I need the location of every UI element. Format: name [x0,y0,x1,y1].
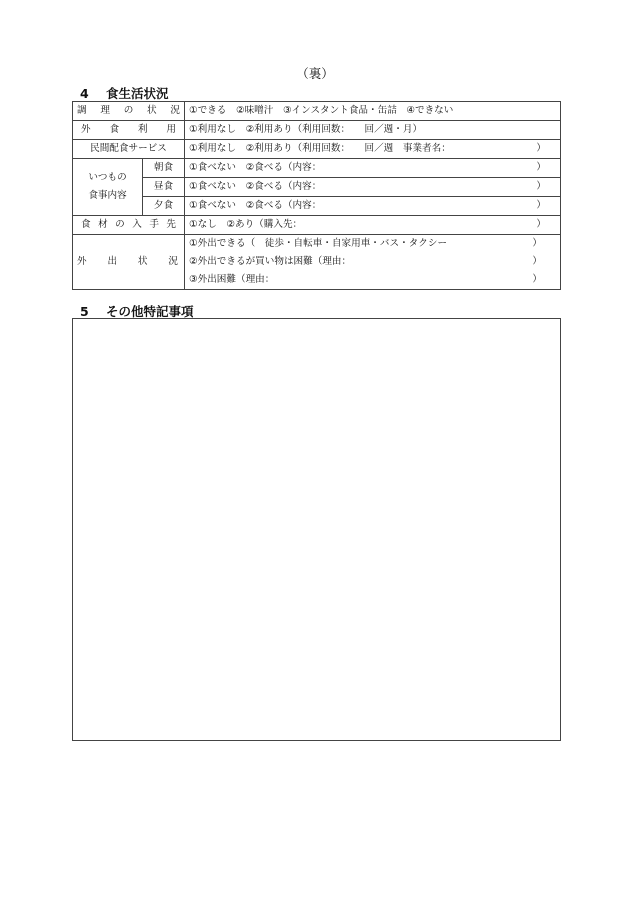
going-out-line3-close: ） [532,274,542,285]
table-row [73,216,561,235]
section-5-title: その他特記事項 [106,304,194,319]
section-5-number: 5 [80,304,89,319]
lunch-options[interactable] [185,178,561,197]
table-row [73,121,561,140]
going-out-line3-text: ③外出困難（理由： [189,274,275,285]
going-out-line1 [189,235,556,253]
going-out-line2 [189,253,556,271]
cooking-label: 調理の状況 [73,102,185,121]
going-out-line1-close: ） [532,238,542,249]
meal-service-label: 民間配食サービス [73,140,185,159]
ingredients-label: 食材の入手先 [73,216,185,235]
dinner-close-paren: ） [536,200,546,211]
table-row [73,140,561,159]
table-row [73,197,561,216]
lunch-text: ①食べない ②食べる（内容： [189,181,322,192]
meal-service-close-paren: ） [536,143,546,154]
ingredients-close-paren: ） [536,219,546,230]
meal-service-options[interactable] [185,140,561,159]
usual-meals-label-line2: 食事内容 [88,190,127,201]
breakfast-options[interactable] [185,159,561,178]
lunch-label: 昼食 [143,178,185,197]
page-side-label: （裏） [296,66,334,81]
eating-out-options[interactable]: ①利用なし ②利用あり（利用回数： 回／週・月） [185,121,561,140]
cooking-options[interactable]: ①できる ②味噌汁 ③インスタント食品・缶詰 ④できない [185,102,561,121]
going-out-line1-text: ①外出できる（ 徒歩・自転車・自家用車・バス・タクシー [189,238,448,249]
section-4-title: 食生活状況 [106,86,169,101]
section-4-number: 4 [80,86,89,101]
dinner-text: ①食べない ②食べる（内容： [189,200,322,211]
going-out-line3 [189,271,556,289]
meal-service-text: ①利用なし ②利用あり（利用回数： 回／週 事業者名： [189,143,451,154]
breakfast-label: 朝食 [143,159,185,178]
table-row [73,178,561,197]
going-out-line2-text: ②外出できるが買い物は困難（理由： [189,256,352,267]
table-row [73,235,561,290]
eating-out-label: 外食利用 [73,121,185,140]
ingredients-options[interactable] [185,216,561,235]
usual-meals-label-line1: いつもの [88,172,127,183]
table-row [73,159,561,178]
going-out-options[interactable] [185,235,561,290]
dinner-label: 夕食 [143,197,185,216]
ingredients-text: ①なし ②あり（購入先： [189,219,303,230]
dinner-options[interactable] [185,197,561,216]
going-out-line2-close: ） [532,256,542,267]
section-4-heading [80,84,169,102]
diet-status-table [72,101,561,290]
going-out-label: 外出状況 [73,235,185,290]
breakfast-close-paren: ） [536,162,546,173]
usual-meals-label [73,159,143,216]
breakfast-text: ①食べない ②食べる（内容： [189,162,322,173]
lunch-close-paren: ） [536,181,546,192]
remarks-textbox[interactable] [72,318,561,741]
table-row [73,102,561,121]
